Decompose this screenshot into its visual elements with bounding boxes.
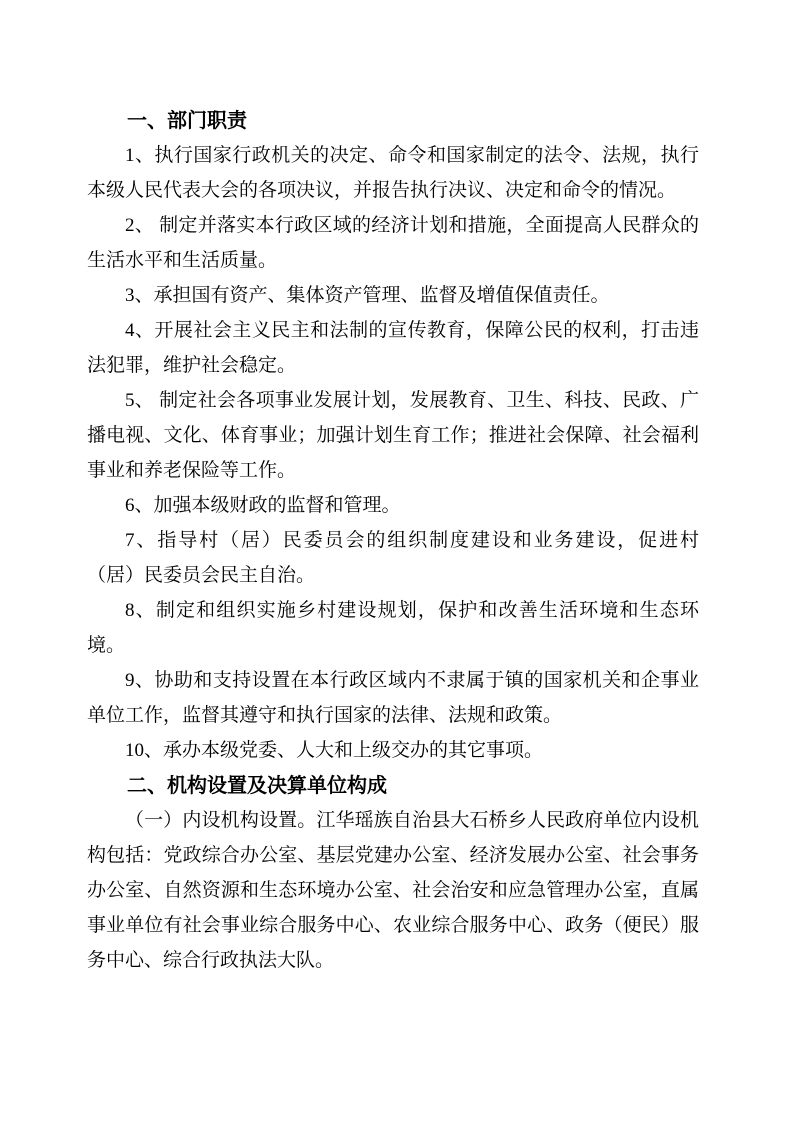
- paragraph-line: 办公室、自然资源和生态环境办公室、社会治安和应急管理办公室，直属: [87, 880, 699, 901]
- paragraph-line: 事业单位有社会事业综合服务中心、农业综合服务中心、政务（便民）服: [87, 915, 699, 936]
- paragraph-line: 3、承担国有资产、集体资产管理、监督及增值保值责任。: [125, 285, 610, 306]
- section-2: [87, 768, 699, 803]
- duty-item-7: [87, 523, 699, 593]
- paragraph-line: 单位工作，监督其遵守和执行国家的法律、法规和政策。: [87, 705, 563, 726]
- duty-item-2: [87, 208, 699, 278]
- structure-paragraph: [87, 803, 699, 978]
- paragraph-line: 9、协助和支持设置在本行政区域内不隶属于镇的国家机关和企事业: [125, 670, 699, 691]
- duty-item-9: [87, 663, 699, 733]
- duty-item-3: [87, 278, 699, 313]
- paragraph-line: 务中心、综合行政执法大队。: [87, 950, 335, 971]
- paragraph-line: 本级人民代表大会的各项决议，并报告执行决议、决定和命令的情况。: [87, 180, 677, 201]
- section-1: [87, 103, 699, 138]
- section-heading-duties: 一、部门职责: [127, 108, 247, 132]
- paragraph-line: 播电视、文化、体育事业；加强计划生育工作；推进社会保障、社会福利: [87, 425, 699, 446]
- duty-item-8: [87, 593, 699, 663]
- paragraph-line: （居）民委员会民主自治。: [87, 565, 316, 586]
- paragraph-line: （一）内设机构设置。江华瑶族自治县大石桥乡人民政府单位内设机: [125, 810, 699, 831]
- paragraph-line: 6、加强本级财政的监督和管理。: [125, 495, 401, 516]
- paragraph-line: 生活水平和生活质量。: [87, 250, 278, 271]
- paragraph-line: 1、执行国家行政机关的决定、命令和国家制定的法令、法规，执行: [125, 145, 699, 166]
- paragraph-line: 境。: [87, 635, 126, 656]
- section-heading-structure: 二、机构设置及决算单位构成: [127, 773, 387, 797]
- document-content: [87, 103, 699, 978]
- paragraph-line: 8、制定和组织实施乡村建设规划，保护和改善生活环境和生态环: [125, 600, 699, 621]
- duty-item-6: [87, 488, 699, 523]
- paragraph-line: 2、 制定并落实本行政区域的经济计划和措施，全面提高人民群众的: [125, 215, 699, 236]
- paragraph-line: 5、 制定社会各项事业发展计划，发展教育、卫生、科技、民政、广: [125, 390, 699, 411]
- paragraph-line: 4、开展社会主义民主和法制的宣传教育，保障公民的权利，打击违: [125, 320, 699, 341]
- paragraph-line: 事业和养老保险等工作。: [87, 460, 297, 481]
- duty-item-1: [87, 138, 699, 208]
- paragraph-line: 构包括：党政综合办公室、基层党建办公室、经济发展办公室、社会事务: [87, 845, 699, 866]
- duty-item-5: [87, 383, 699, 488]
- paragraph-line: 7、指导村（居）民委员会的组织制度建设和业务建设，促进村: [125, 530, 699, 551]
- paragraph-line: 10、承办本级党委、人大和上级交办的其它事项。: [125, 740, 544, 761]
- duty-item-4: [87, 313, 699, 383]
- duty-item-10: [87, 733, 699, 768]
- paragraph-line: 法犯罪，维护社会稳定。: [87, 355, 297, 376]
